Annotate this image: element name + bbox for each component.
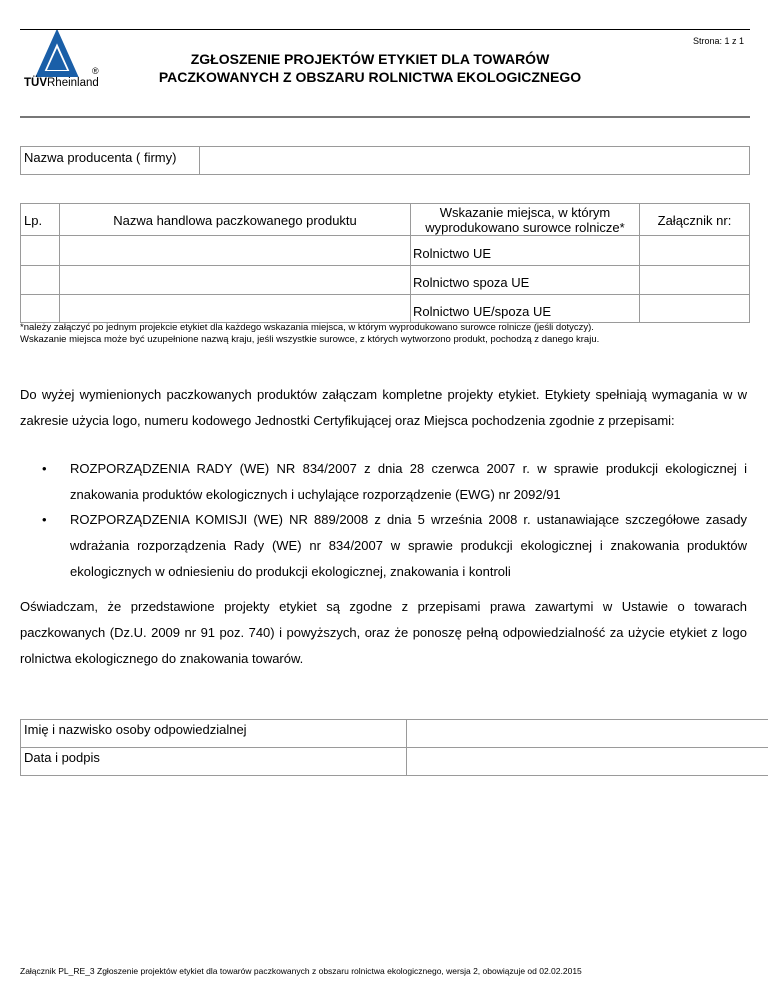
products-table-header xyxy=(21,204,750,236)
responsible-person-label: Imię i nazwisko osoby odpowiedzialnej xyxy=(21,720,407,748)
row-product-name-cell[interactable] xyxy=(60,266,411,295)
table-row xyxy=(21,266,750,295)
producer-input[interactable] xyxy=(200,147,750,175)
bullet-icon: • xyxy=(42,512,47,527)
page-title xyxy=(120,50,620,86)
responsible-person-input[interactable] xyxy=(407,720,768,748)
producer-label: Nazwa producenta ( firmy) xyxy=(21,147,200,175)
logo-wordmark-bold: TÜV xyxy=(24,77,47,89)
row-lp-cell[interactable] xyxy=(21,236,60,266)
row-lp-cell[interactable] xyxy=(21,266,60,295)
row-origin-cell: Rolnictwo UE xyxy=(411,236,640,266)
regulation-item: ROZPORZĄDZENIA KOMISJI (WE) NR 889/2008 z dnia 5 września 2008 r. ustanawiające szczegółowe zasady wdrażania rozporządzenia Rady (WE) nr 834/2007 w sprawie produkcji ekologicznej i znakowania produktów ekologicznych w odniesieniu do produkcji ekologicznej, znakowania i kontroli xyxy=(70,512,747,579)
table-row xyxy=(21,295,750,323)
col-header-attachment: Załącznik nr: xyxy=(640,204,750,236)
row-attachment-cell[interactable] xyxy=(640,266,750,295)
page-number: Strona: 1 z 1 xyxy=(692,36,744,46)
signature-table xyxy=(20,719,768,776)
intro-paragraph: Do wyżej wymienionych paczkowanych produktów załączam kompletne projekty etykiet. Etykiety spełniają wymagania w w zakresie użycia logo, numeru kodowego Jednostki Certyfikującej oraz Miejsca pochodzenia zgodnie z przepisami: xyxy=(20,387,747,428)
row-origin-cell: Rolnictwo spoza UE xyxy=(411,266,640,295)
col-header-product-name: Nazwa handlowa paczkowanego produktu xyxy=(60,204,411,236)
footnote xyxy=(20,322,760,346)
bullet-icon: • xyxy=(42,461,47,476)
products-table xyxy=(20,203,750,323)
registered-mark: ® xyxy=(92,66,99,76)
header-bottom-rule xyxy=(20,116,750,118)
title-line-1: ZGŁOSZENIE PROJEKTÓW ETYKIET DLA TOWARÓW xyxy=(190,51,550,67)
tuv-rheinland-logo xyxy=(22,30,112,98)
footnote-line-2: Wskazanie miejsca może być uzupełnione nazwą kraju, jeśli wszystkie surowce, z których wytworzono produkt, pochodzą z danego kraju. xyxy=(20,334,600,345)
title-line-2: PACZKOWANYCH Z OBSZARU ROLNICTWA EKOLOGICZNEGO xyxy=(158,69,582,85)
declaration-paragraph: Oświadczam, że przedstawione projekty etykiet są zgodne z przepisami prawa zawartymi w Ustawie o towarach paczkowanych (Dz.U. 2009 nr 91 poz. 740) i powyższych, oraz że ponoszę pełną odpowiedzialność za użycie etykiet z logo rolnictwa ekologicznego do znakowania towarów. xyxy=(20,599,747,666)
table-row xyxy=(21,748,768,776)
regulation-item: ROZPORZĄDZENIA RADY (WE) NR 834/2007 z dnia 28 czerwca 2007 r. w sprawie produkcji ekologicznej i znakowania produktów ekologicznych i uchylające rozporządzenie (EWG) nr 2092/91 xyxy=(70,461,747,502)
row-product-name-cell[interactable] xyxy=(60,236,411,266)
logo-wordmark-light: Rheinland xyxy=(47,77,99,89)
date-signature-label: Data i podpis xyxy=(21,748,407,776)
row-attachment-cell[interactable] xyxy=(640,295,750,323)
row-lp-cell[interactable] xyxy=(21,295,60,323)
footer-text: Załącznik PL_RE_3 Zgłoszenie projektów etykiet dla towarów paczkowanych z obszaru rolnictwa ekologicznego, wersja 2, obowiązuje od 02.02.2015 xyxy=(20,966,582,976)
row-attachment-cell[interactable] xyxy=(640,236,750,266)
date-signature-input[interactable] xyxy=(407,748,768,776)
col-header-lp: Lp. xyxy=(21,204,60,236)
col-header-origin: Wskazanie miejsca, w którym wyprodukowano surowce rolnicze* xyxy=(411,204,640,236)
logo-wordmark xyxy=(24,77,99,89)
header-top-rule xyxy=(20,29,750,30)
table-row xyxy=(21,720,768,748)
row-product-name-cell[interactable] xyxy=(60,295,411,323)
footnote-line-1: *należy załączyć po jednym projekcie etykiet dla każdego wskazania miejsca, w którym wyprodukowano surowce rolnicze (jeśli dotyczy). xyxy=(20,322,594,333)
producer-table xyxy=(20,146,750,175)
table-row xyxy=(21,236,750,266)
row-origin-cell: Rolnictwo UE/spoza UE xyxy=(411,295,640,323)
